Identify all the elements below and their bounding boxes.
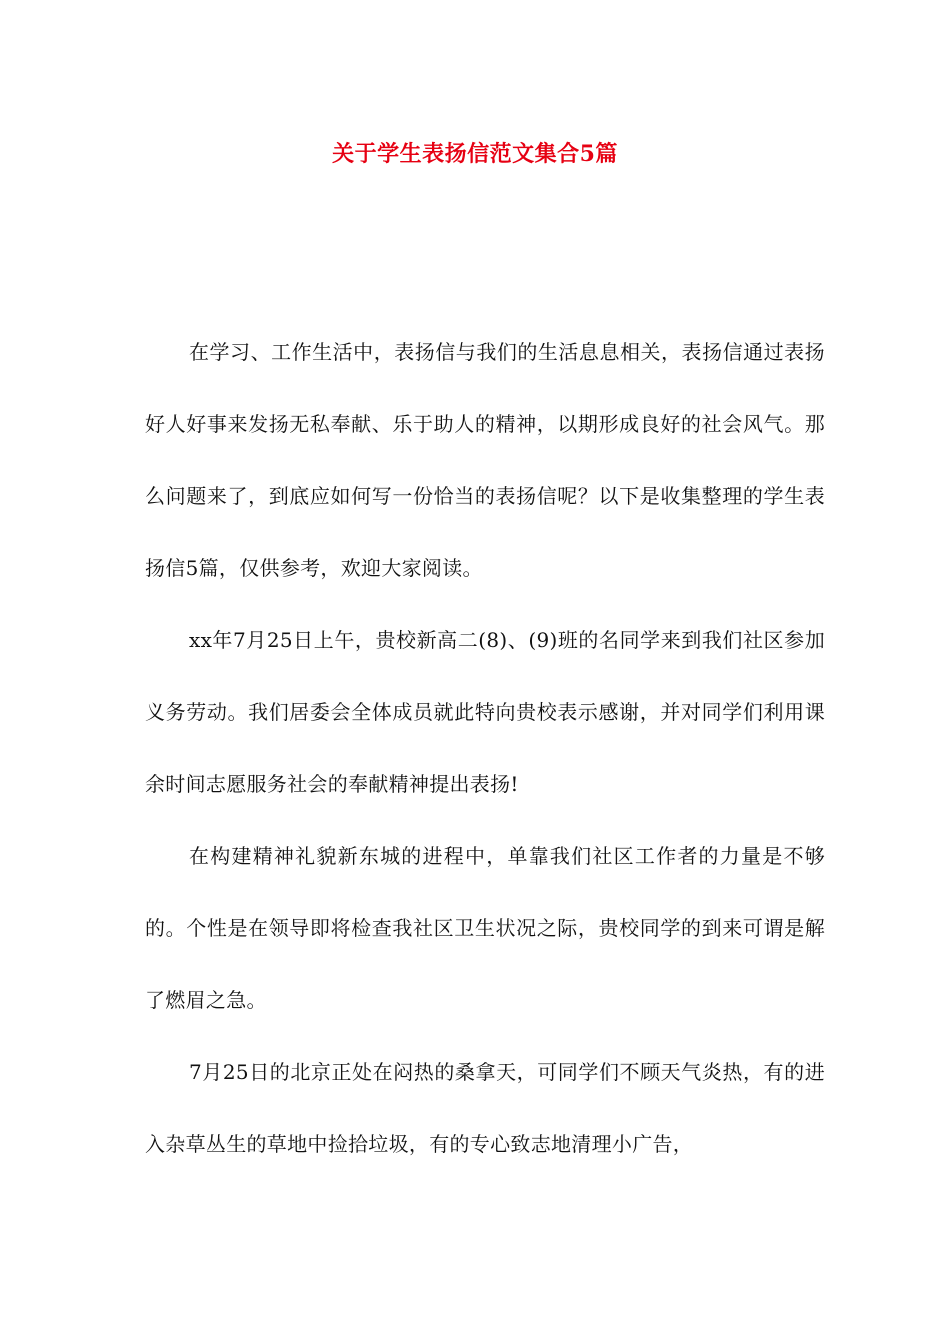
paragraph-intro: 在学习、工作生活中，表扬信与我们的生活息息相关，表扬信通过表扬好人好事来发扬无私奉献、乐于助人的精神，以期形成良好的社会风气。那么问题来了，到底应如何写一份恰当的表扬信呢？以下是收集整理的学生表扬信5篇，仅供参考，欢迎大家阅读。	[145, 340, 825, 580]
paragraph-details: 7月25日的北京正处在闷热的桑拿天，可同学们不顾天气炎热，有的进入杂草丛生的草地中捡拾垃圾，有的专心致志地清理小广告，	[145, 1060, 825, 1156]
document-body	[145, 316, 825, 1180]
document-title: 关于学生表扬信范文集合5篇	[332, 141, 618, 167]
paragraph-context: 在构建精神礼貌新东城的进程中，单靠我们社区工作者的力量是不够的。个性是在领导即将检查我社区卫生状况之际，贵校同学的到来可谓是解了燃眉之急。	[145, 844, 825, 1012]
paragraph-event: xx年7月25日上午，贵校新高二(8)、(9)班的名同学来到我们社区参加义务劳动。我们居委会全体成员就此特向贵校表示感谢，并对同学们利用课余时间志愿服务社会的奉献精神提出表扬!	[145, 628, 825, 796]
